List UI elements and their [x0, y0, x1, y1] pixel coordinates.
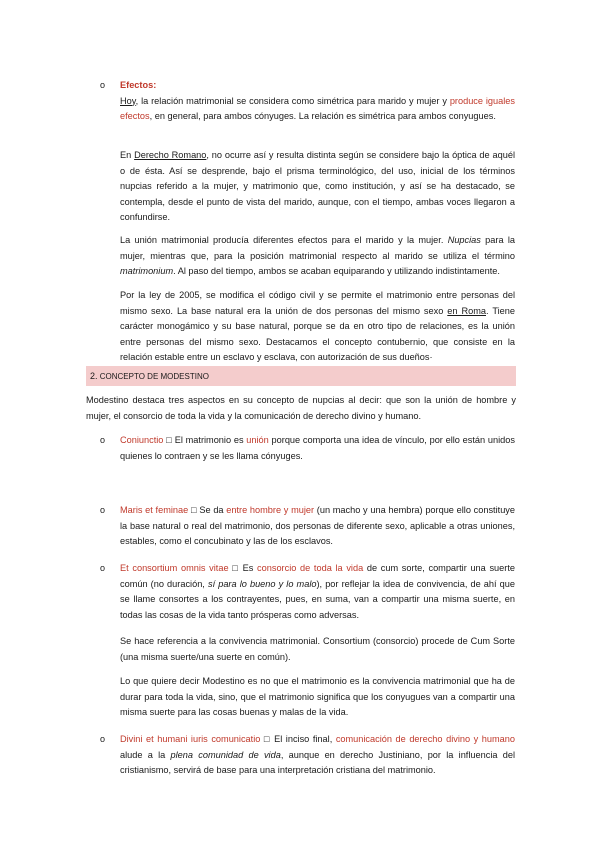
bullet-marker: o: [100, 435, 106, 445]
efectos-block: [120, 78, 515, 125]
efectos-paragraph-2: En Derecho Romano, no ocurre así y resulta distinta según se considere bajo la óptica de aquél o de ésta. Así se desprende, bajo el prisma terminológico, del uso, inicial de los términos nupcias referido a la mujer, y matrimonio que, como institución, y así se ha destacado, se contempla, desde el punto de vista del marido, aunque, con el tiempo, ambas voces llegaron a confundirse.: [120, 150, 515, 222]
item-coniunctio: Coniunctio □ El matrimonio es unión porque comporta una idea de vínculo, por ello están unidos quienes lo contraen y se les llama cónyuges.: [120, 435, 515, 461]
bullet-marker: o: [100, 80, 106, 90]
consortium-paragraph-2: Se hace referencia a la convivencia matrimonial. Consortium (consorcio) procede de Cum Sorte (una misma suerte/una suerte en común).: [120, 636, 515, 662]
efectos-label: Efectos:: [120, 80, 157, 90]
bullet-marker: o: [100, 563, 106, 573]
bullet-marker: o: [100, 734, 106, 744]
consortium-paragraph-3: Lo que quiere decir Modestino es no que el matrimonio es la convivencia matrimonial que ha de durar para toda la vida, sino, que el matrimonio significa que los conyugues van a compartir una misma suerte para las cosas buenas y malas de la vida.: [120, 676, 515, 717]
intro-paragraph: Modestino destaca tres aspectos en su concepto de nupcias al decir: que son la unión de hombre y mujer, el consorcio de toda la vida y la comunicación de derecho divino y humano.: [86, 395, 516, 421]
item-divini-et-humani: Divini et humani iuris comunicatio □ El inciso final, comunicación de derecho divino y humano alude a la plena comunidad de vida, aunque en derecho Justiniano, por la influencia del cristianismo, servirá de base para una interpretación cristiana del matrimonio.: [120, 734, 516, 775]
section-title: 2. CONCEPTO DE MODESTINO: [90, 371, 209, 381]
item-maris-et-feminae: Maris et feminae □ Se da entre hombre y mujer (un macho y una hembra) porque ello constituye la base natural o real del matrimonio, dos personas de diferente sexo, aplicable a otras uniones, estables, como el concubinato y las de los esclavos.: [120, 505, 516, 546]
efectos-paragraph-1: Hoy, la relación matrimonial se considera como simétrica para marido y mujer y produce iguales efectos, en general, para ambos cónyuges. La relación es simétrica para ambos conyugues.: [120, 95, 516, 121]
efectos-paragraph-4: Por la ley de 2005, se modifica el código civil y se permite el matrimonio entre personas del mismo sexo. La base natural era la unión de dos personas del mismo sexo en Roma. Tiene carácter monogámico y su base natural, porque se da en otro tipo de relaciones, es la unión entre personas del mismo sexo. Destacamos el concepto contubernio, que consiste en la relación estable entre un esclavo y esclava, con autorización de sus dueños·: [120, 290, 515, 362]
item-consortium: Et consortium omnis vitae □ Es consorcio de toda la vida de cum sorte, compartir una suerte común (no duración, sí para lo bueno y lo malo), por reflejar la idea de convivencia, de ahí que se llame consortes a los contrayentes, pues, en suma, van a compartir una misma suerte, en todas las cosas de la vida tanto prósperas como adversas.: [120, 563, 515, 620]
bullet-marker: o: [100, 505, 106, 515]
efectos-paragraph-3: La unión matrimonial producía diferentes efectos para el marido y la mujer. Nupcias para la mujer, mientras que, para la posición matrimonial respecto al marido se utiliza el término matrimonium. Al paso del tiempo, ambos se acaban equiparando y utilizando indistintamente.: [120, 235, 515, 276]
